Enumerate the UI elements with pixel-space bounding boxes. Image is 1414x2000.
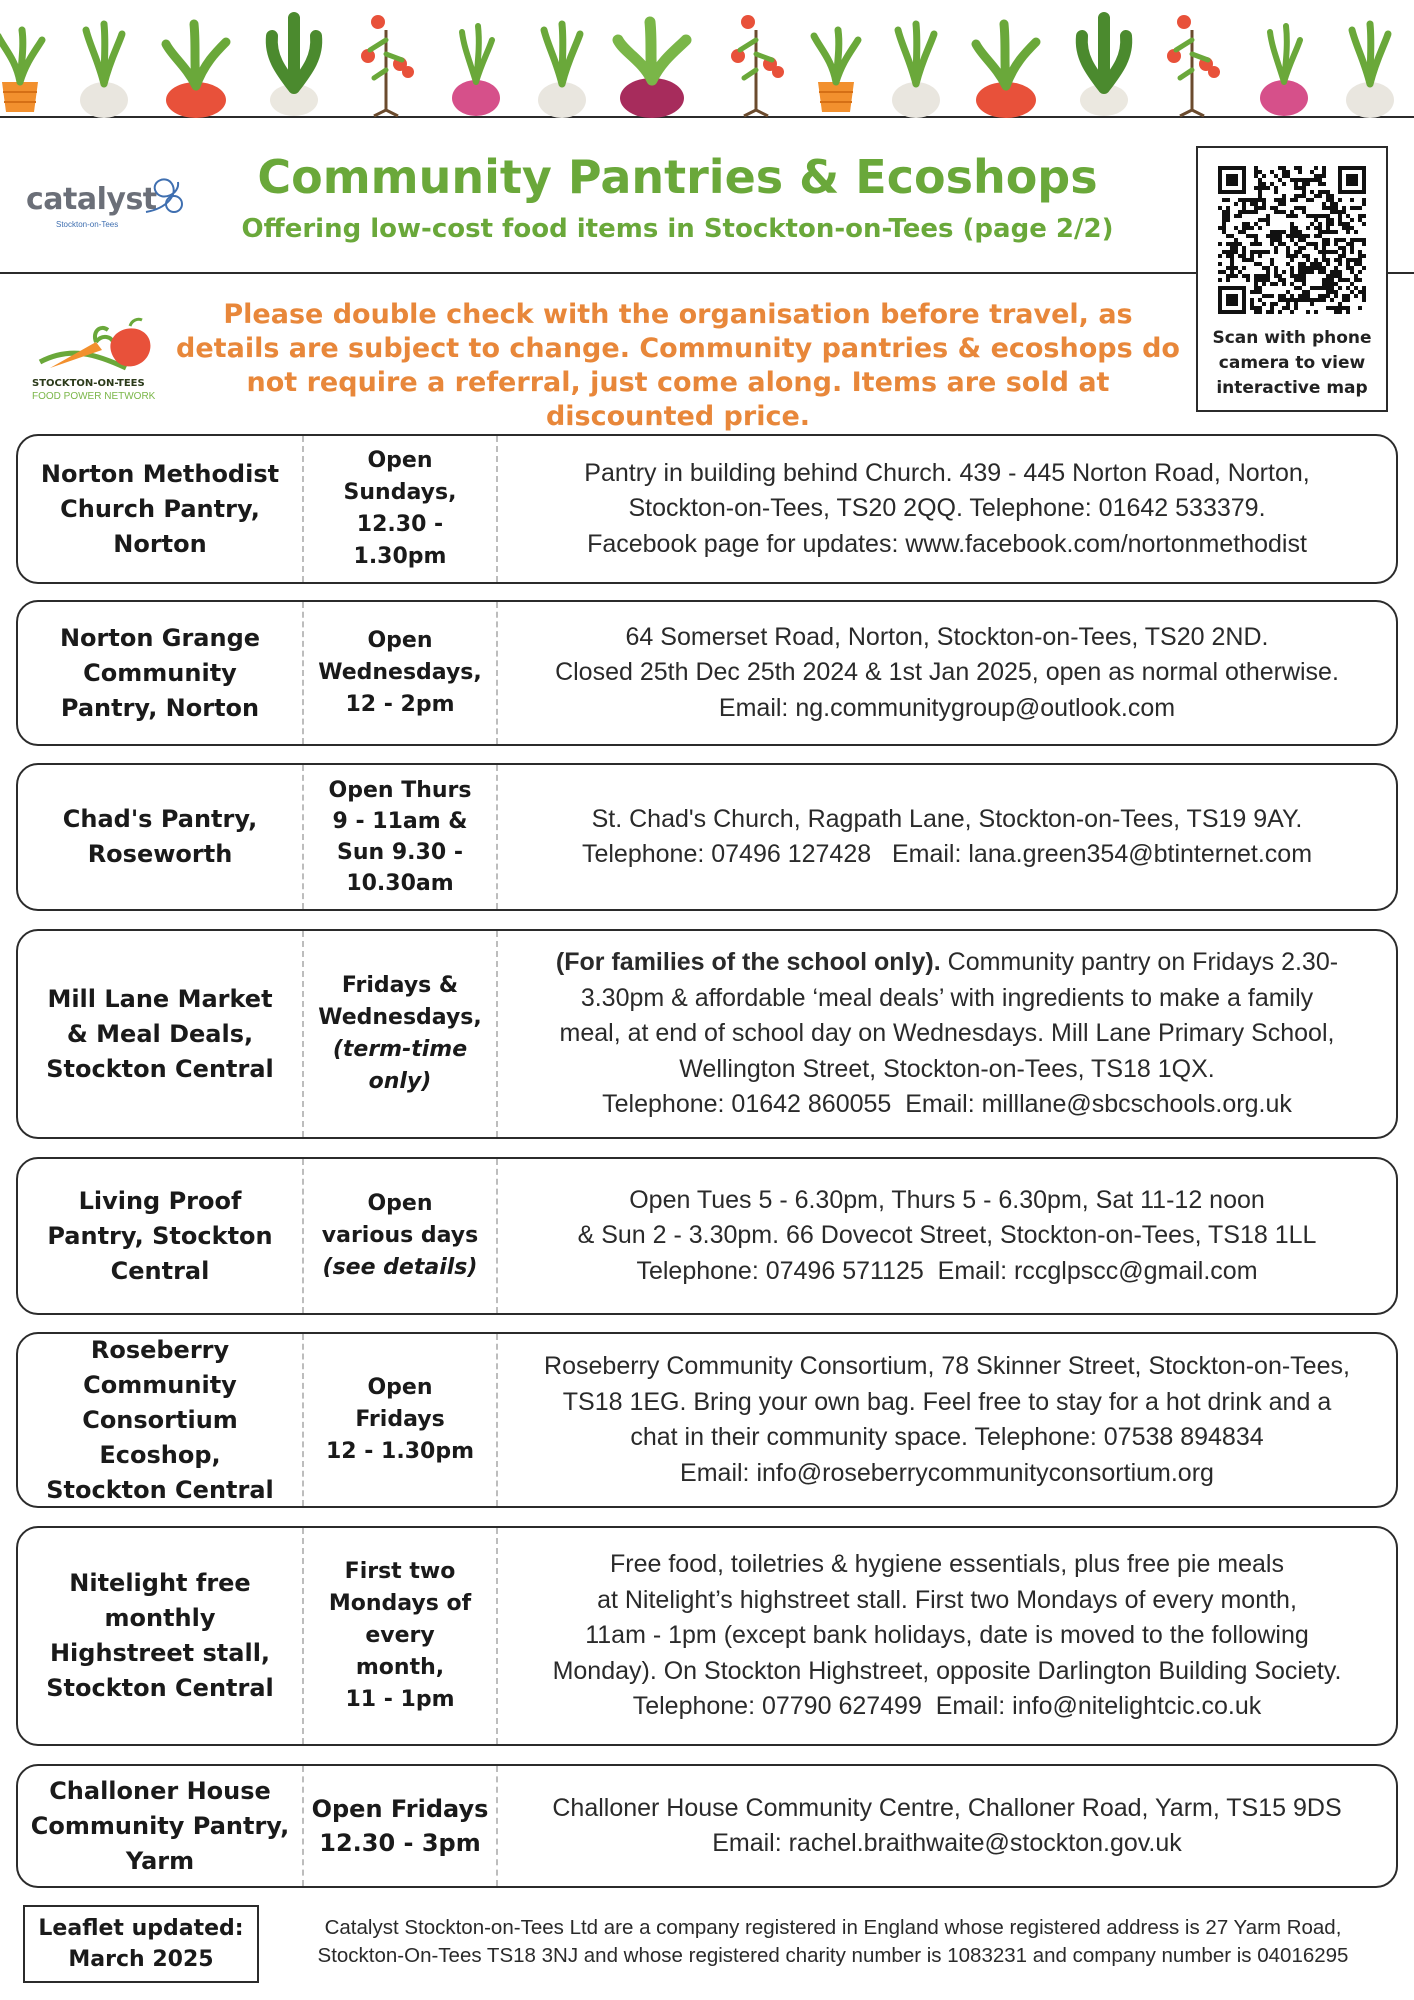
- notice-text: Please double check with the organisation before travel, as details are subject to change. Community pantries & ecoshops do not require a referral, just come along. Items are sold at discounted price.: [176, 299, 1180, 432]
- entry-time-line: 12.30 - 1.30pm: [353, 512, 447, 569]
- entry-name-line: Pantry, Norton: [60, 693, 260, 722]
- entry-details-line: Stockton-on-Tees, TS20 2QQ. Telephone: 01642 533379.: [628, 494, 1266, 523]
- entry-details-line: Facebook page for updates: www.facebook.com/nortonmethodist: [587, 529, 1307, 558]
- entry-details: [498, 765, 1396, 909]
- entry-name-line: Nitelight free: [69, 1569, 251, 1597]
- qr-caption-line: interactive map: [1216, 378, 1368, 398]
- entry-time-line: 10.30am: [346, 871, 454, 896]
- vegetable-banner: [0, 0, 1414, 118]
- leaflet-updated-box: [23, 1905, 259, 1983]
- entry-name: [18, 765, 302, 909]
- pantry-entry: [16, 600, 1398, 746]
- food-power-network-logo: [30, 316, 160, 416]
- entry-time-line: Open: [367, 1375, 433, 1400]
- entry-details-line: meal, at end of school day on Wednesdays. Mill Lane Primary School,: [559, 1019, 1335, 1048]
- legal-footer-line: Stockton-On-Tees TS18 3NJ and whose registered charity number is 1083231 and company number is 04016295: [317, 1944, 1349, 1967]
- entry-name-line: Mill Lane Market: [47, 984, 273, 1013]
- entry-name-line: Norton: [113, 529, 207, 558]
- entry-details: [498, 1766, 1396, 1886]
- legal-footer: [266, 1914, 1400, 1970]
- entry-time-line: Mondays of: [328, 1591, 472, 1616]
- entry-details-text: Community pantry on Fridays 2.30-: [940, 948, 1339, 977]
- entry-details-line: 64 Somerset Road, Norton, Stockton-on-Tees, TS20 2ND.: [625, 622, 1269, 651]
- entry-name-line: Roseberry: [90, 1335, 230, 1364]
- entry-opening-times: [302, 765, 498, 909]
- entry-time-line: Fridays &: [341, 973, 459, 998]
- pantry-entry: [16, 1332, 1398, 1508]
- catalyst-logo-subtext: Stockton-on-Tees: [56, 220, 119, 229]
- entry-details-emphasis: (For families of the school only).: [555, 948, 941, 977]
- network-logo-line1: STOCKTON-ON-TEES: [32, 378, 145, 389]
- updated-label: Leaflet updated:: [38, 1916, 244, 1941]
- entry-name-line: Church Pantry,: [60, 494, 260, 523]
- entry-details-line: at Nitelight’s highstreet stall. First two Mondays of every month,: [597, 1585, 1297, 1614]
- entry-details-line: [510, 945, 1384, 981]
- entry-time-line: Sun 9.30 -: [337, 840, 463, 865]
- catalyst-logo-text: catalyst: [26, 182, 157, 217]
- vegetable-illustration: [0, 0, 1414, 118]
- entry-name-line: Norton Grange: [59, 623, 261, 652]
- legal-footer-line: Catalyst Stockton-on-Tees Ltd are a company registered in England whose registered address is 27 Yarm Road,: [324, 1916, 1342, 1939]
- entry-details-line: Challoner House Community Centre, Challoner Road, Yarm, TS15 9DS: [552, 1793, 1342, 1822]
- entry-name: [18, 1766, 302, 1886]
- entry-opening-times: [302, 1766, 498, 1886]
- page-subtitle: Offering low-cost food items in Stockton-on-Tees (page 2/2): [241, 214, 1114, 244]
- entry-name: [18, 1528, 302, 1744]
- entry-name-line: & Meal Deals,: [66, 1019, 254, 1048]
- updated-date: March 2025: [68, 1947, 214, 1972]
- entry-name-line: Highstreet stall,: [49, 1639, 271, 1667]
- entry-details: [498, 436, 1396, 582]
- entry-details-line: Telephone: 01642 860055 Email: milllane@sbcschools.org.uk: [602, 1090, 1292, 1119]
- qr-caption-line: camera to view: [1218, 353, 1366, 373]
- entry-opening-times: [302, 602, 498, 744]
- entry-time-line: Wednesdays,: [318, 1005, 482, 1030]
- entry-opening-times: [302, 931, 498, 1137]
- entry-details-line: Pantry in building behind Church. 439 - 445 Norton Road, Norton,: [584, 458, 1310, 487]
- entry-details-line: Free food, toiletries & hygiene essentials, plus free pie meals: [610, 1550, 1284, 1579]
- entry-time-note: (see details): [322, 1255, 478, 1280]
- entry-time-line: 12.30 - 3pm: [319, 1829, 481, 1857]
- entry-time-line: Open: [367, 628, 433, 653]
- catalyst-swirl-icon: [138, 168, 188, 224]
- food-power-network-icon: [30, 316, 160, 380]
- entry-details: [498, 602, 1396, 744]
- qr-caption-line: Scan with phone: [1212, 328, 1372, 348]
- entry-name-line: Community: [83, 658, 237, 687]
- entry-details-line: Telephone: 07790 627499 Email: info@nitelightcic.co.uk: [632, 1692, 1262, 1721]
- entry-name-line: Roseworth: [87, 840, 233, 868]
- entry-time-line: 11 - 1pm: [345, 1687, 455, 1712]
- entry-name-line: Norton Methodist: [40, 459, 280, 488]
- entry-time-note: only): [368, 1069, 432, 1094]
- catalyst-logo: [22, 176, 192, 236]
- entry-details-line: Email: ng.communitygroup@outlook.com: [718, 693, 1176, 722]
- entry-time-line: Open Fridays: [311, 1795, 489, 1823]
- entry-details: [498, 1528, 1396, 1744]
- entry-details: [498, 1159, 1396, 1313]
- entry-details-line: Roseberry Community Consortium, 78 Skinner Street, Stockton-on-Tees,: [544, 1352, 1350, 1380]
- entry-details-line: TS18 1EG. Bring your own bag. Feel free to stay for a hot drink and a: [562, 1387, 1332, 1416]
- entry-name-line: Stockton Central: [46, 1674, 274, 1702]
- entry-time-note: (term-time: [332, 1037, 468, 1062]
- pantry-entry: [16, 1526, 1398, 1746]
- entry-name-line: Consortium Ecoshop,: [82, 1405, 238, 1469]
- entry-details-line: 3.30pm & affordable ‘meal deals’ with ingredients to make a family: [580, 983, 1314, 1012]
- entry-time-line: Open: [367, 1191, 433, 1216]
- entry-name-line: Community Pantry,: [30, 1811, 290, 1840]
- notice-section: [0, 276, 1414, 432]
- entry-details-line: Wellington Street, Stockton-on-Tees, TS18 1QX.: [679, 1054, 1215, 1083]
- network-logo-line2: FOOD POWER NETWORK: [32, 391, 156, 402]
- page-title: Community Pantries & Ecoshops: [257, 150, 1098, 204]
- entry-details-line: Open Tues 5 - 6.30pm, Thurs 5 - 6.30pm, Sat 11-12 noon: [629, 1185, 1265, 1214]
- entry-name-line: Stockton Central: [46, 1475, 274, 1504]
- entry-name-line: Challoner House: [49, 1776, 271, 1805]
- entry-name: [18, 1334, 302, 1506]
- entry-time-line: Open: [367, 448, 433, 473]
- entry-opening-times: [302, 1528, 498, 1744]
- entry-details-line: Email: rachel.braithwaite@stockton.gov.uk: [712, 1829, 1182, 1857]
- entry-time-line: month,: [355, 1655, 445, 1680]
- entry-name-line: Community: [83, 1370, 237, 1399]
- entry-time-line: 9 - 11am &: [332, 809, 468, 834]
- entry-name-line: Living Proof: [78, 1186, 242, 1215]
- entry-details-line: Monday). On Stockton Highstreet, opposite Darlington Building Society.: [552, 1656, 1342, 1685]
- entry-details-line: chat in their community space. Telephone: 07538 894834: [630, 1423, 1264, 1451]
- entry-name-line: Central: [110, 1256, 210, 1285]
- entry-opening-times: [302, 436, 498, 582]
- entry-details: [498, 931, 1396, 1137]
- entry-name-line: Pantry, Stockton: [47, 1221, 273, 1250]
- entry-details-line: Telephone: 07496 571125 Email: rccglpscc@gmail.com: [636, 1256, 1258, 1285]
- pantry-entry: [16, 1157, 1398, 1315]
- entry-name-line: Yarm: [125, 1846, 195, 1875]
- entry-name: [18, 436, 302, 582]
- entry-details-line: Email: info@roseberrycommunityconsortium.org: [680, 1458, 1214, 1487]
- entry-time-line: Open Thurs: [328, 778, 472, 803]
- entry-details-line: & Sun 2 - 3.30pm. 66 Dovecot Street, Stockton-on-Tees, TS18 1LL: [577, 1221, 1317, 1250]
- entry-name: [18, 931, 302, 1137]
- entry-details-line: 11am - 1pm (except bank holidays, date is moved to the following: [585, 1621, 1309, 1650]
- entry-opening-times: [302, 1334, 498, 1506]
- entry-name-line: monthly: [104, 1604, 216, 1632]
- entry-time-line: First two: [344, 1559, 456, 1584]
- entry-name: [18, 1159, 302, 1313]
- pantry-entry: [16, 929, 1398, 1139]
- entry-opening-times: [302, 1159, 498, 1313]
- entry-time-line: 12 - 1.30pm: [325, 1439, 475, 1464]
- entry-name-line: Chad's Pantry,: [62, 805, 258, 833]
- entry-name-line: Stockton Central: [46, 1054, 274, 1083]
- entry-details-line: St. Chad's Church, Ragpath Lane, Stockton-on-Tees, TS19 9AY.: [591, 804, 1303, 833]
- pantry-entry: [16, 434, 1398, 584]
- entry-details-line: Closed 25th Dec 25th 2024 & 1st Jan 2025, open as normal otherwise.: [555, 658, 1339, 687]
- entry-details-line: Telephone: 07496 127428 Email: lana.green354@btinternet.com: [581, 840, 1313, 868]
- entry-time-line: Wednesdays,: [318, 660, 482, 685]
- entry-time-line: 12 - 2pm: [345, 692, 455, 717]
- entry-details: [498, 1334, 1396, 1506]
- pantry-entry: [16, 1764, 1398, 1888]
- pantry-entry: [16, 763, 1398, 911]
- entry-time-line: Sundays,: [343, 480, 457, 505]
- entry-time-line: Fridays: [355, 1407, 445, 1432]
- entry-time-line: every: [365, 1623, 435, 1648]
- entry-name: [18, 602, 302, 744]
- entry-time-line: various days: [321, 1223, 479, 1248]
